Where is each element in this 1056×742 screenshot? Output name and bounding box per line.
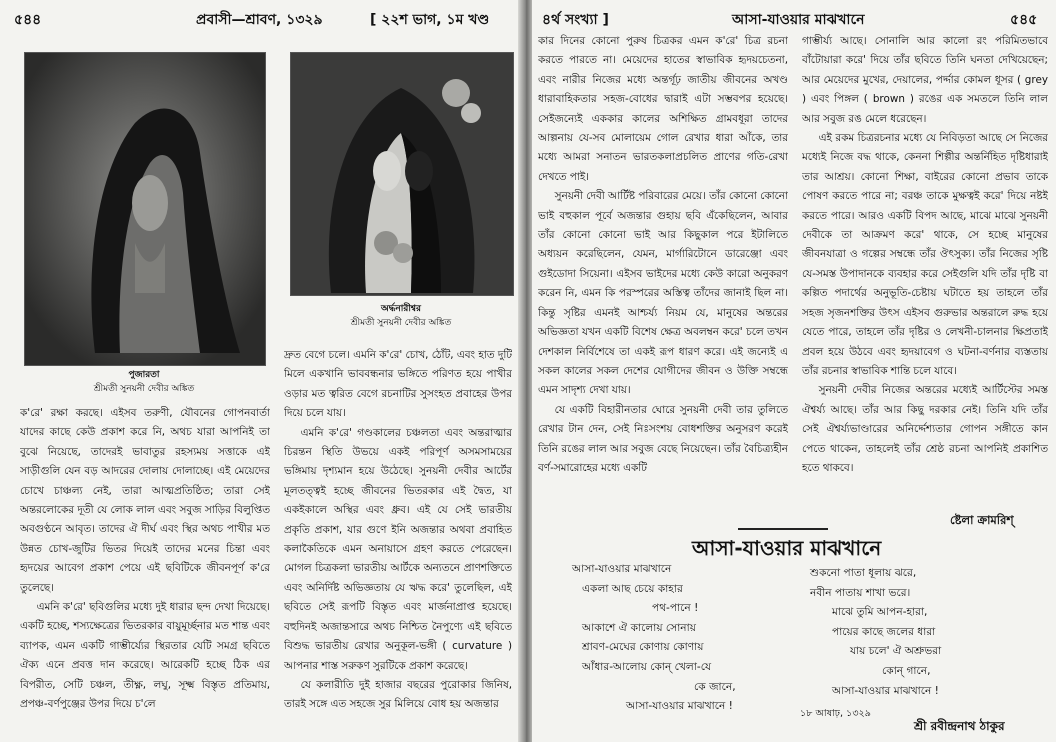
poem-line: শ্রাবণ-মেঘের কোণায় কোণায় xyxy=(582,641,704,654)
paragraph: এমনি ক'রে' ছবিগুলির মধ্যে দুই ধারার ছন্দ দেখা দিয়েছে। একটি হচ্ছে, শস্যক্ষেত্রের ভিতরকার বায়ুমূর্চ্ছনার মত শান্ত এবং ব্যাপক, এমন একটি গাম্ভীর্য্যের স্থিরতার যেটি সমগ্র ছবিতে ঐক্য এনে প্রবত্ত দান করেছে। আরেকটি হচ্ছে ঠিক এর বিপরীত, সেটি চঞ্চল, তীক্ষ্ণ, লঘু, সূক্ষ্ম বিস্তৃত প্রতিমায়, প্রপঞ্চ-বর্ণপুঞ্জের উপর দিয়ে চ'লে xyxy=(20,601,270,711)
poem-title: আসা-যাওয়ার মাঝখানে xyxy=(692,536,882,560)
caption-artist: শ্রীমতী সুনয়নী দেবীর অঙ্কিত xyxy=(350,318,452,328)
poem-stanza-1 xyxy=(572,560,736,717)
figure-ardhanarishwar xyxy=(290,52,514,296)
poem-line: পথ-পানে ! xyxy=(652,602,699,615)
issue-info: ৪র্থ সংখ্যা ] xyxy=(542,12,609,28)
poem-line: আসা-যাওয়ার মাঝখানে ! xyxy=(626,700,733,713)
poem-line: যায় চলে' ঐ অশ্রুভরা xyxy=(850,645,942,658)
right-column-text xyxy=(802,32,1048,508)
left-page xyxy=(0,0,520,742)
paragraph: কার দিনের কোনো পুরুষ চিত্রকর এমন ক'রে' চিত্র রচনা করতে পারতে না। মেয়েদের হাতের স্বাভাবিক হৃদয়চেতনা, এবং নারীর নিজের মধ্যে অন্তর্গূঢ় জাতীয় জীবনের অখণ্ড ধারাবাহিকতার সহজ-বোধের দ্বারাই এটা সম্ভবপর হয়েছে। সেইজন্যেই এককার কালের অশিক্ষিত গ্রামবধূরা তাদের আল্পনায় যে-সব মোলায়েম গোল রেখার ধারা আঁকে, তার মধ্যে আমরা সনাতন ভারতকলাপ্রচলিত প্রাণের গতি-রেখা দেখতে পাই। xyxy=(538,35,788,183)
poem-line: পায়ের কাছে জলের ধারা xyxy=(832,625,936,638)
poem-line: নবীন পাতায় শাখা ভরে। xyxy=(810,586,911,599)
poem-line: কে জানে, xyxy=(694,680,736,693)
caption-title: অর্দ্ধনারীশ্বর xyxy=(381,304,421,314)
poem-line: আসা-যাওয়ার মাঝখানে ! xyxy=(832,684,939,697)
poem-line: আকাশে ঐ কালোয় সোনায় xyxy=(582,621,696,634)
paragraph: ক'রে' রক্ষা করছে। এইসব তরুণী, যৌবনের গোপনবার্তা যাদের কাছে কেউ প্রকাশ করে নি, অথচ যারা আপনিই তা বুঝে নিয়েছে, তাদেরই ভাবাতুর রহস্যময় সত্তাকে এই সাড়ীগুলি যেন বড় আদরের দোলায় দোলাচ্ছে। এই মেয়েদের চোখে চাঞ্চল্য নেই, তারা আত্মপ্রতিষ্ঠিত; তারা সেই অন্তরলোকের দূতী যে লোক লাল এবং সবুজ সাড়ির বিলুপ্তিত অবগুণ্ঠনে আবৃত। তাদের ঐ দীর্ঘ এবং স্থির অথচ পাখীর মত উন্নত চোখ-জুটির ভিতর দিয়েই তাদের মনের চিন্তা এবং হৃদয়ের আবেগ প্রকাশ পেয়ে এই ছবিটিকে জীবনপূর্ণ ক'রে তুলেছে। xyxy=(20,407,270,594)
right-page xyxy=(532,0,1056,742)
paragraph: দ্রুত বেগে চলে। এমনি ক'রে' চোখ, ঠোঁট, এবং হাত দুটি মিলে একখানি ভাববন্ধনার ভঙ্গিতে পরিণত হয়ে পাখীর ওড়ার মত ত্বরিত বেগে রচনাটির সুসংহত প্রবাহের উপর দিয়ে চলে যায়। xyxy=(284,349,512,420)
paragraph: গাম্ভীর্য্য আছে। সোনালি আর কালো রং পরিমিতভাবে বাঁটোয়ারা করে' দিয়ে তাঁর ছবিতে তিনি ঘনতা দেখিয়েছেন; আর মেয়েদের মুখের, দেয়ালের, পর্দ্দার কোমল ধূসর ( grey ) এবং পিঙ্গল ( brown ) রঙের এক সমতলে তিনি লাল আর সবুজ রঙ মেলে ধরেছেন। xyxy=(802,35,1048,125)
figure-pujarata-caption xyxy=(24,368,264,396)
paragraph: সুনয়নী দেবী আর্টিষ্ট পরিবারের মেয়ে। তাঁর কোনো কোনো ভাই বহুকাল পূর্বে অজন্তার গুহায় ছবি এঁকেছিলেন, আবার তাঁর কোনো কোনো ভাই আর কিছুকাল পরে ইটালিতে অধ্যয়ন করেছিলেন, যেমন, মার্গারিটোনে ডারেঞ্জো এবং গুইডোদা সিয়েনা। এইসব ভাইদের মধ্যে কেউ কারো অনুকরণ করেন নি, এমন কি পরস্পরের অস্তিত্ব তাঁদের জানাই ছিল না। কিন্তু সৃষ্টির এমনই আশ্চর্য্য নিয়ম যে, মানুষের অন্তরের অভিজ্ঞতা যখন একটি বিশেষ ক্ষেত্র অবলম্বন করে' চলে তখন দেশকাল নির্বিশেষে তা একই রূপ ধারণ করে। এই জন্যেই এ সকল কালের সকল দেশের যোগীদের জীবন ও উক্তি সম্বন্ধে এমন সাদৃশ্য দেখা যায়। xyxy=(538,190,788,397)
poem-line: শুকনো পাতা ধূলায় ঝরে, xyxy=(810,567,917,579)
right-column-text xyxy=(284,346,512,740)
poem-line: মাঝে তুমি আপন-হারা, xyxy=(832,606,928,619)
left-column-text xyxy=(20,404,270,740)
painting-ardhanarishwar xyxy=(291,53,513,295)
page-number: ৫৪৫ xyxy=(1010,12,1038,28)
poem-author: শ্রী রবীন্দ্রনাথ ঠাকুর xyxy=(914,719,1005,733)
poem-line: আঁধার-আলোয় কোন্ খেলা-যে xyxy=(582,660,712,673)
paragraph: এমনি ক'রে' গণ্ডকালের চঞ্চলতা এবং অন্তরাত্মার চিরন্তন স্থিতি উভয়ে একই পরিপূর্ণ অসমসাময়ের ভঙ্গিমায় দৃশ্যমান হয়ে উঠেছে। সুনয়নী দেবীর আর্টের মূলতত্ত্বই হচ্ছে জীবনের ভিতরকার এই দ্বৈত, যা একইকালে অস্থির এবং ধ্রুব। এই যে সেই ভারতীয় প্রকৃতি প্রকাশ, যার গুণে ইনি অজন্তার অথবা প্রবাহিত কলাকৈতিকে এমন অনায়াসে গ্রহণ করতে পেরেছেন। মোগল চিত্রকলা ভারতীয় আর্টকে অন্যতনে প্রাণশক্তিতে এবং অনির্দিষ্ট অভিজ্ঞতায় যে ঋদ্ধ করে' তুলেছিল, এই ছবিতে সেই রূপটি বিস্তৃত এবং মার্জনাপ্রাপ্ত হয়েছে। বহুদিনই অজান্তসারে অথচ নিশ্চিত নৈপুণ্যে এই ছবিতে বিশুদ্ধ ভারতীয় রেখার অনুকূল-ভঙ্গী ( curvature ) আপনার শাস্ত সরুকণ সুরটিকে প্রকাশ করেছে। xyxy=(284,426,512,672)
poem-line: একলা আছ চেয়ে কাহার xyxy=(582,582,683,595)
paragraph: সুনয়নী দেবীর নিজের অন্তরের মধ্যেই আর্টিস্টের সমস্ত ঐশ্বর্য্য আছে। তাঁর আর কিছু দরকার নেই। তিনি যদি তাঁর সেই ঐশ্বর্য্যভাণ্ডারের অনির্দ্দেশ্যতার গোপন সঙ্গীতে কান পেতে থাকেন, তাহলেই তাঁর শ্রেষ্ঠ রচনা আপনিই প্রকাশিত হতে থাকবে। xyxy=(802,384,1048,474)
figure-ardhanarishwar-caption xyxy=(290,302,512,330)
paragraph: যে একটি বিহারীনতার ঘোরে সুনয়নী দেবী তার তুলিতে রেখার টান দেন, সেই নিঃসংশয় বোধশক্তির অনুসরণ করেই তিনি রঙের লাল আর সবুজ বেছে নিয়েছেন। তাঁর বৈচিত্র্যহীন বর্ণ-সমারোহের মধ্যে একটি xyxy=(538,403,788,474)
running-head: প্রবাসী—শ্রাবণ, ১৩২৯ xyxy=(196,12,323,28)
article-author: ষ্টেলা ক্রামরিশ্ xyxy=(950,513,1014,527)
poem-stanza-2 xyxy=(810,564,941,701)
caption-title: পুজারতা xyxy=(128,370,160,380)
painting-praying-woman xyxy=(25,53,265,365)
volume-info: [ ২২শ ভাগ, ১ম খণ্ড xyxy=(370,12,490,28)
left-column-text xyxy=(538,32,788,508)
poem-line: কোন্ গানে, xyxy=(882,664,931,677)
divider xyxy=(738,528,828,530)
poem-date: ১৮ আষাঢ়, ১৩২৯ xyxy=(800,708,872,719)
running-head: আসা-যাওয়ার মাঝখানে xyxy=(732,12,865,28)
paragraph: যে কলারীতি দুই হাজার বছরের পুরোকার জিনিষ, তারই সঙ্গে এত সহজে সুর মিলিয়ে বোধ হয় অজন্তার xyxy=(284,678,512,711)
figure-pujarata xyxy=(24,52,266,366)
page-number: ৫৪৪ xyxy=(14,12,42,28)
caption-artist: শ্রীমতী সুনয়নী দেবীর অঙ্কিত xyxy=(93,384,195,394)
paragraph: এই রকম চিত্ররচনার মধ্যে যে নিবিড়তা আছে সে নিজের মধ্যেই নিজে বদ্ধ থাকে, কেননা শিল্পীর অন্তর্নিহিত দৃষ্টিধারাই তার আশ্রয়। কোনো শিক্ষা, বাইরের কোনো প্রভাব তাকে পোষণ করতে পারে না; বরঞ্চ তাকে মুক্ষত্বই করে' দিয়ে নষ্টই করতে পারে। আরও একটি বিপদ আছে, মাঝে মাঝে সুনয়নী দেবীকে তা আক্রমণ করে' থাকে, সে হচ্ছে মানুষের জীবনযাত্রা ও গল্পের সম্বন্ধে তাঁর ঔৎসুক্য। তাঁর নিজের সৃষ্টি যে-সমস্ত উপাদানকে ব্যবহার করে সেইগুলি যদি তাঁর দৃষ্টি বা কল্পিত পদার্থের অনুভূতি-চেষ্টায় ঘটাতে হয় তাহলে তাঁর সহজ সৃজনশক্তির উৎস এইসব গুরুভার অন্তরালে রুদ্ধ হয়ে যেতে পারে, তাহলে তাঁর দৃষ্টির ও লেখনী-চালনার ক্ষিপ্রতাই প্রবল হয়ে উঠবে এবং হৃদয়াবেগ ও ঘটনা-বর্ণনার ব্যস্ততায় তাঁর রচনার স্বাভাবিক শান্তি চলে যাবে। xyxy=(802,132,1048,377)
poem-line: আসা-যাওয়ার মাঝখানে xyxy=(572,563,672,575)
